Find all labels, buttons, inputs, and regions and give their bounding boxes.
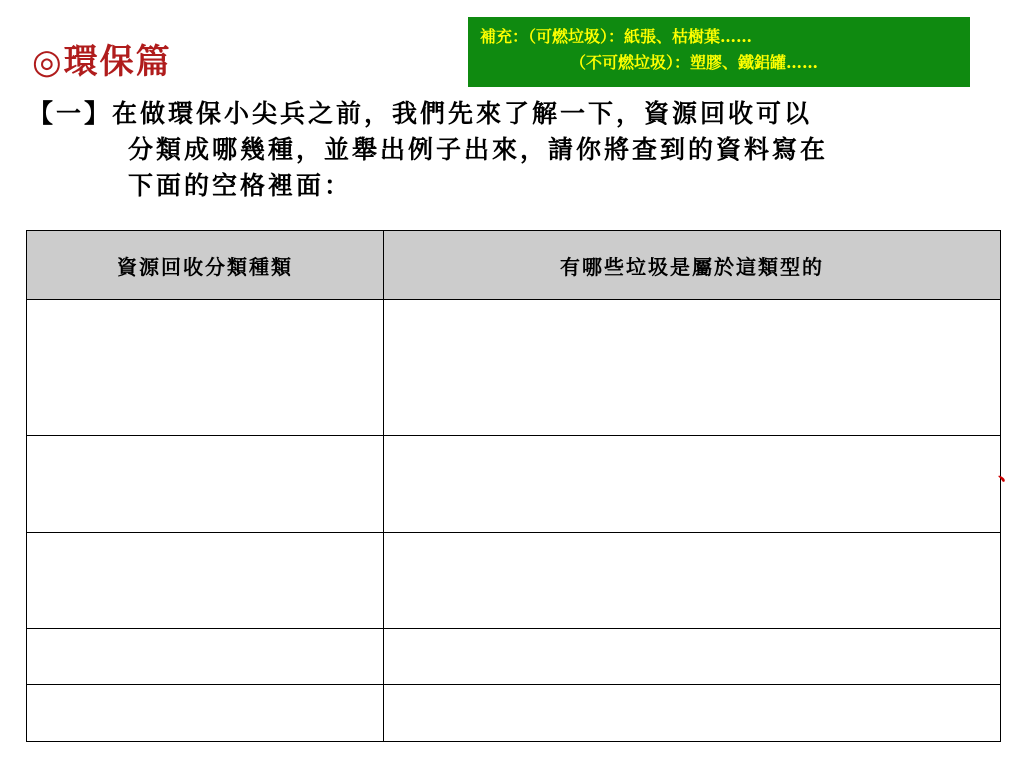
- note-line-1: 補充：（可燃垃圾）：紙張、枯樹葉……: [480, 27, 753, 46]
- table-row: [27, 533, 1001, 629]
- supplement-note: [468, 17, 970, 87]
- category-cell[interactable]: [27, 629, 384, 685]
- examples-cell[interactable]: [384, 300, 1001, 436]
- examples-cell[interactable]: [384, 533, 1001, 629]
- category-cell[interactable]: [27, 300, 384, 436]
- table-row: [27, 300, 1001, 436]
- table-row: [27, 436, 1001, 533]
- question-text: [28, 96, 1008, 204]
- page-title: ◎環保篇: [32, 42, 172, 82]
- category-cell[interactable]: [27, 685, 384, 742]
- note-line-2: （不可燃垃圾）：塑膠、鐵鋁罐……: [570, 53, 819, 72]
- header-category: 資源回收分類種類: [27, 231, 384, 300]
- table-header-row: [27, 231, 1001, 300]
- table-row: [27, 629, 1001, 685]
- examples-cell[interactable]: [384, 629, 1001, 685]
- examples-cell[interactable]: [384, 436, 1001, 533]
- question-line-3: 下面的空格裡面：: [128, 171, 353, 200]
- question-line-2: 分類成哪幾種，並舉出例子出來，請你將查到的資料寫在: [128, 135, 829, 164]
- examples-cell[interactable]: [384, 685, 1001, 742]
- question-line-1: 【一】在做環保小尖兵之前，我們先來了解一下，資源回收可以: [28, 99, 813, 128]
- category-cell[interactable]: [27, 436, 384, 533]
- category-cell[interactable]: [27, 533, 384, 629]
- header-examples: 有哪些垃圾是屬於這類型的: [384, 231, 1001, 300]
- stray-comma-mark: 、: [998, 460, 1021, 486]
- table-row: [27, 685, 1001, 742]
- answer-table: [26, 230, 1001, 742]
